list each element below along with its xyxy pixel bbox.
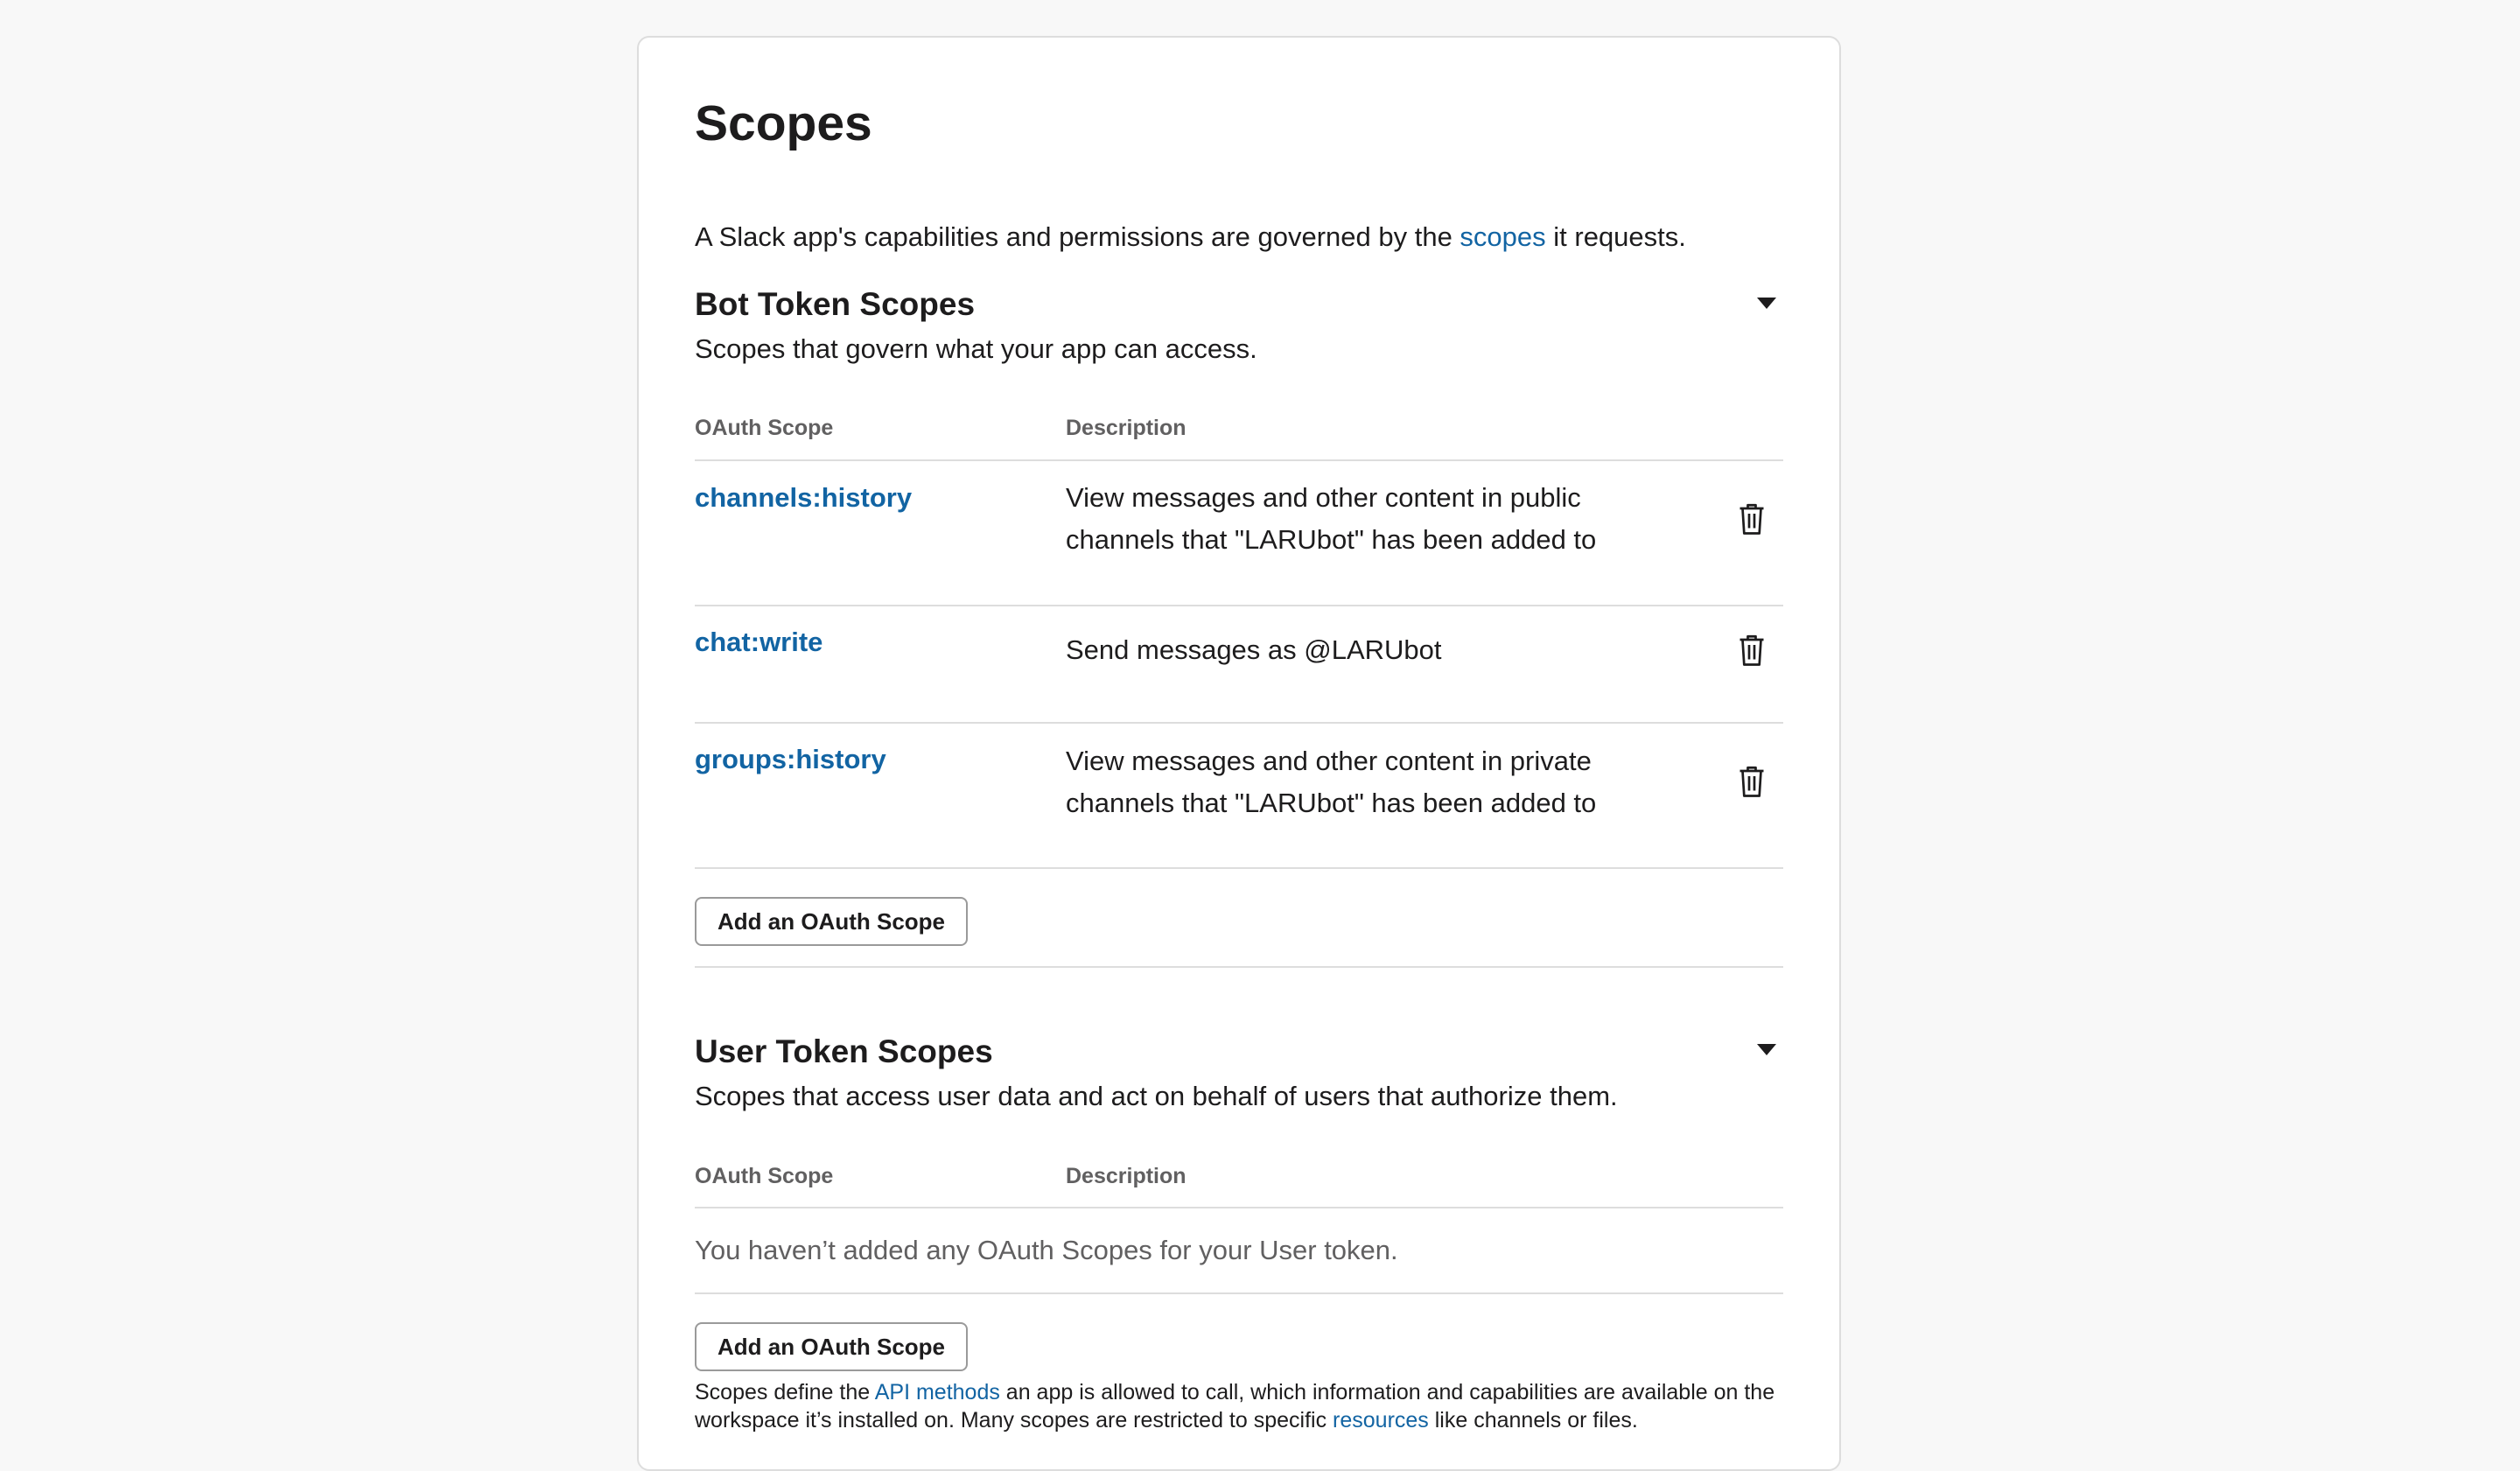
col-oauth-scope: OAuth Scope (695, 416, 834, 440)
divider (695, 605, 1783, 606)
intro-before: A Slack app's capabilities and permissions are governed by the (695, 221, 1460, 252)
caret-down-icon[interactable] (1757, 298, 1776, 309)
col-description: Description (1066, 1164, 1186, 1188)
scope-name-chat-write[interactable]: chat:write (695, 627, 823, 657)
scope-name-groups-history[interactable]: groups:history (695, 744, 886, 774)
scopes-card (637, 36, 1841, 1471)
intro-text (695, 218, 1783, 256)
footer-text (695, 1378, 1783, 1434)
divider (695, 1207, 1783, 1208)
scope-desc: View messages and other content in private channels that "LARUbot" has been added to (1066, 746, 1597, 818)
footer-text-3: like channels or files. (1428, 1408, 1638, 1432)
scope-name-channels-history[interactable]: channels:history (695, 482, 913, 513)
section-divider (695, 966, 1783, 968)
intro-after: it requests. (1545, 221, 1686, 252)
trash-icon[interactable] (1736, 633, 1768, 668)
trash-icon[interactable] (1736, 764, 1768, 799)
user-scopes-subtitle: Scopes that access user data and act on behalf of users that authorize them. (695, 1081, 1618, 1111)
caret-down-icon[interactable] (1757, 1044, 1776, 1055)
api-methods-link[interactable]: API methods (874, 1380, 1000, 1404)
add-user-scope-button[interactable]: Add an OAuth Scope (695, 1322, 968, 1371)
empty-state-text: You haven’t added any OAuth Scopes for your User token. (695, 1235, 1398, 1265)
user-scopes-heading: User Token Scopes (695, 1033, 993, 1069)
page-title: Scopes (695, 95, 872, 151)
bot-scopes-heading: Bot Token Scopes (695, 286, 976, 322)
col-oauth-scope: OAuth Scope (695, 1164, 834, 1188)
scope-desc: View messages and other content in public channels that "LARUbot" has been added to (1066, 482, 1597, 555)
footer-text-1: Scopes define the (695, 1380, 875, 1404)
scopes-link[interactable]: scopes (1460, 221, 1546, 252)
divider (695, 459, 1783, 461)
col-description: Description (1066, 416, 1186, 440)
divider (695, 867, 1783, 869)
divider (695, 722, 1783, 724)
add-bot-scope-button[interactable]: Add an OAuth Scope (695, 897, 968, 946)
bot-scopes-subtitle: Scopes that govern what your app can access. (695, 333, 1257, 364)
footer-text-2: an app is allowed to call, which information and capabilities are available on the workspace it’s installed on. Many scopes are restricted to specific (695, 1380, 1775, 1432)
divider (695, 1292, 1783, 1294)
resources-link[interactable]: resources (1333, 1408, 1429, 1432)
scope-desc: Send messages as @LARUbot (1066, 634, 1442, 665)
trash-icon[interactable] (1736, 501, 1768, 536)
